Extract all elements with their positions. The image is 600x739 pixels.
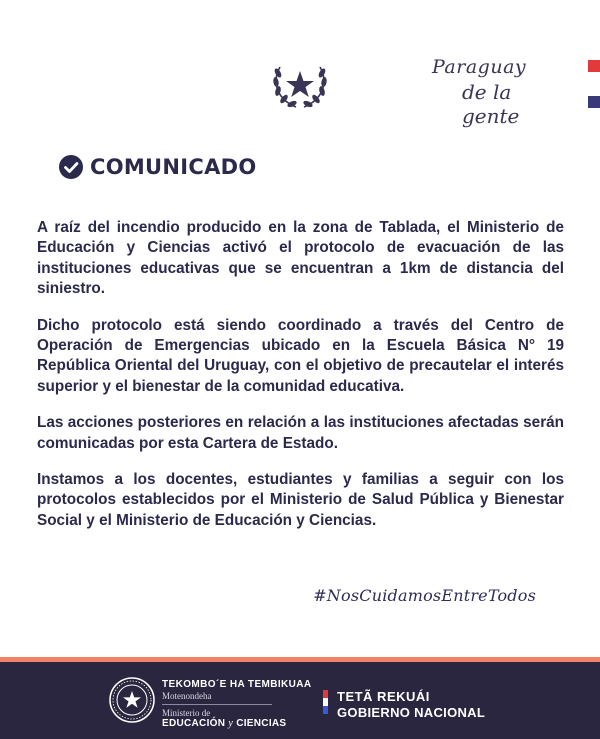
government-logo-text <box>337 689 485 720</box>
slogan-line2: de la gente <box>462 80 520 128</box>
paragraph-2: Dicho protocolo está siendo coordinado a través del Centro de Operación de Emergencias ubicado en la Escuela Básica N° 19 República Oriental del Uruguay, con el objetivo de precautelar el interés superior y el bienestar de la comunidad educativa. <box>37 316 564 395</box>
ministry-line4 <box>162 718 312 729</box>
ministry-line2: Motenondeha <box>162 691 212 701</box>
page-heading <box>58 154 257 180</box>
ministry-line1: TEKOMBO´E HA TEMBIKUAA <box>162 679 312 690</box>
national-seal-icon <box>268 55 332 113</box>
paragraph-3: Las acciones posteriores en relación a las instituciones afectadas serán comunicadas por esta Cartera de Estado. <box>37 414 564 452</box>
flag-blue-square <box>588 96 600 108</box>
paraguay-flag-icon <box>323 690 328 714</box>
ministry-line3: Ministerio de <box>162 708 211 718</box>
hashtag: #NosCuidamosEntreTodos <box>313 586 536 605</box>
footer <box>0 662 600 739</box>
flag-red-square <box>588 60 600 72</box>
ministry-education: EDUCACIÓN <box>162 718 226 729</box>
announcement-body <box>37 218 564 547</box>
slogan <box>432 56 572 128</box>
gov-line1: TETÃ REKUÁI <box>337 689 430 704</box>
ministry-logo-text <box>162 679 312 729</box>
paragraph-1: A raíz del incendio producido en la zona de Tablada, el Ministerio de Educación y Ciencias activó el protocolo de evacuación de las instituciones educativas que se encuentran a 1km de distancia del siniestro. <box>37 219 564 298</box>
republic-seal-icon <box>108 676 156 724</box>
slogan-line1: Paraguay <box>432 56 527 78</box>
ministry-divider <box>162 704 272 705</box>
ministry-y: y <box>228 718 234 729</box>
ministry-sciences: CIENCIAS <box>236 718 287 729</box>
page-title: COMUNICADO <box>90 155 257 179</box>
paragraph-4: Instamos a los docentes, estudiantes y familias a seguir con los protocolos establecidos por el Ministerio de Salud Pública y Bienestar Social y el Ministerio de Educación y Ciencias. <box>37 471 564 529</box>
gov-line2: GOBIERNO NACIONAL <box>337 705 486 720</box>
check-circle-icon <box>58 154 84 180</box>
